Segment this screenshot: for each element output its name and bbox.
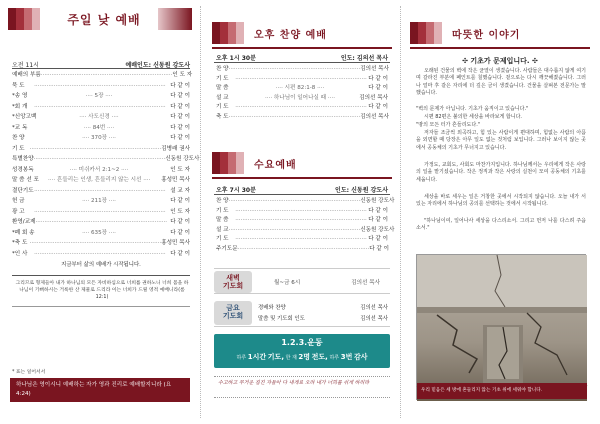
order-item-leader: 다 같 이 (170, 219, 190, 225)
sunday-title: 주일 낮 예배 (67, 12, 141, 27)
order-item-detail: ·········································································· (33, 156, 166, 162)
order-item-label: 주기도문 (216, 245, 238, 252)
order-item-detail: ·········································································· (228, 226, 361, 233)
order-item-detail: ·········································································· (228, 113, 361, 120)
friday-row (258, 303, 388, 311)
movement-line (214, 352, 390, 362)
order-row (12, 197, 190, 207)
order-item-label: 축 도 (216, 113, 229, 120)
order-item-leader: 다 같 이 (170, 93, 190, 99)
order-item-label: 말 씀 (216, 217, 229, 223)
order-row (216, 103, 388, 113)
order-item-label: 말 씀 (216, 85, 229, 91)
divider (12, 275, 190, 276)
order-item-leader: 다 같 이 (368, 236, 388, 242)
order-row (12, 208, 190, 218)
order-item-label: 환영/교제 (12, 219, 36, 225)
movement-number: 2명 (298, 353, 311, 361)
order-item-leader: 김의선 목사 (360, 113, 389, 120)
story-quote: "땅의 모든 터가 흔들리도다." (416, 122, 481, 128)
afternoon-banner (212, 22, 392, 44)
order-item-leader: 다 같 이 (170, 114, 190, 120)
order-item-label: 설 교 (216, 94, 229, 101)
order-item-detail: ·········································································· (34, 82, 166, 89)
order-item-leader: 다 같 이 (170, 103, 190, 110)
dawn-prayer-leader: 김의선 목사 (351, 280, 380, 286)
order-item-leader: 김병래 권사 (161, 145, 190, 152)
movement-text: 하루 (236, 355, 247, 361)
order-item-leader: 신동원 강도사 (360, 226, 395, 233)
order-item-detail: ·········································································· (29, 240, 162, 246)
order-item-leader: 설 교 자 (170, 187, 190, 194)
movement-word: 감사 (353, 353, 368, 361)
friday-item: 경배와 찬양 (258, 305, 286, 311)
story-para: 시편 82편은 불의한 세상을 바라보게 합니다. (424, 114, 523, 120)
story-column (400, 0, 600, 424)
order-row (12, 218, 190, 228)
friday-item: 말씀 및 기도회 인도 (258, 316, 305, 322)
order-item-label: 찬 양 (12, 135, 25, 141)
order-row (216, 197, 395, 207)
divider (12, 68, 190, 69)
friday-leader: 김의선 목사 (360, 305, 388, 311)
wednesday-header (216, 185, 388, 194)
divider (12, 306, 190, 307)
order-item-label: 성경봉독 (12, 166, 34, 173)
afternoon-title: 오후 찬양 예배 (254, 29, 327, 41)
dawn-prayer-label: 새벽 기도회 (214, 271, 252, 293)
order-row (216, 94, 388, 104)
order-row (12, 250, 190, 260)
order-item-detail: ·········································································· (29, 145, 162, 152)
order-item-leader: 김의선 목사 (360, 66, 389, 72)
movement-text: 한 재 (285, 355, 297, 361)
divider (214, 62, 390, 63)
wednesday-title: 수요예배 (254, 159, 297, 171)
order-row (216, 84, 388, 94)
story-quote: "벽의 문제가 아닙니다. 기초가 움직이고 있습니다." (416, 106, 529, 112)
order-item-label: 예배의 부름 (12, 72, 41, 78)
order-item-leader: 다 같 이 (368, 104, 388, 110)
story-para: 세상을 바로 세우는 일은 거창한 곳에서 시작되지 않습니다. 오늘 내가 서 있는 자리에서 하나님의 공의를 선택하는 것에서 시작됩니다. (416, 194, 586, 208)
movement-box (214, 334, 390, 368)
order-item-leader: 홍성민 목사 (161, 240, 190, 246)
movement-word: 전도, (311, 353, 328, 361)
order-item-detail: ·········································································· (235, 217, 367, 223)
banner-underline (410, 47, 590, 49)
movement-text: 하루 (329, 355, 340, 361)
rest-quote: 수고하고 무거운 짐진 자들아 다 내게로 오라 내가 너희를 쉬게 하리라 (214, 376, 390, 398)
order-item-detail: ·········································································· (228, 66, 361, 72)
order-row (216, 113, 388, 123)
order-item-leader: 다 같 이 (170, 229, 190, 236)
order-item-detail: ···· 211장 ···· (82, 198, 116, 204)
photo-caption: 우리 믿음은 세 방에 흔들리지 않는 기초 위에 세워야 합니다. (417, 383, 587, 399)
order-item-detail: ·········································································· (228, 198, 361, 204)
wednesday-time: 오후 7시 30분 (216, 187, 256, 194)
order-item-label: 기 도 (216, 236, 229, 242)
order-item-leader: 인 도 자 (170, 166, 190, 173)
order-row (12, 113, 190, 123)
order-row (12, 145, 190, 155)
order-item-detail: ·········································································· (34, 208, 166, 215)
order-row (12, 71, 193, 81)
order-item-label: 말 씀 선 포 (12, 177, 39, 183)
sunday-banner (8, 8, 192, 30)
order-item-leader: 다 같 이 (369, 245, 389, 252)
order-item-leader: 다 같 이 (170, 124, 190, 131)
order-item-detail: ···· 84번 ···· (83, 124, 115, 131)
story-title: 따뜻한 이야기 (452, 29, 521, 41)
cracked-foundation-photo (416, 254, 586, 400)
dawn-prayer-time: 월~금 6시 (274, 280, 301, 286)
order-row (216, 207, 388, 217)
friday-prayer-block (214, 299, 390, 327)
order-item-leader: 다 같 이 (170, 135, 190, 141)
order-row (12, 155, 200, 165)
friday-row (258, 314, 388, 322)
order-item-leader: 홍성민 목사 (161, 177, 190, 183)
story-subtitle (410, 56, 590, 66)
order-item-label: 기 도 (216, 75, 229, 82)
order-item-leader: 인 도 자 (170, 208, 190, 215)
afternoon-time: 오후 1시 30분 (216, 55, 256, 62)
order-item-leader: 신동원 강도사 (360, 198, 395, 204)
order-row (216, 226, 395, 236)
sunday-leader: 예배인도: 신동원 강도사 (125, 62, 190, 69)
afternoon-leader: 인도: 김의선 목사 (340, 55, 388, 62)
order-item-leader: 다 같 이 (368, 85, 388, 91)
order-item-label: *폐 회 송 (12, 229, 35, 236)
movement-word: 기도, (267, 353, 284, 361)
order-item-detail: ···· 사도신경 ···· (79, 114, 119, 120)
order-item-detail: ·········································································· (34, 187, 166, 194)
movement-number: 1시간 (247, 353, 267, 361)
order-item-leader: 다 같 이 (368, 207, 388, 214)
order-item-detail: ·········································································· (235, 75, 367, 82)
order-item-detail: ·········································································· (237, 245, 370, 252)
order-row (12, 82, 190, 92)
order-item-label: *교 독 (12, 124, 28, 131)
order-item-detail: ·········································································· (34, 103, 166, 110)
cross-icon: ✣ (462, 57, 471, 65)
order-item-label: 결단기도 (12, 187, 34, 194)
order-row (216, 216, 388, 226)
order-item-leader: 다 같 이 (170, 82, 190, 89)
banner-underline (212, 47, 392, 49)
order-row (216, 65, 388, 75)
order-item-detail: ···· 635장 ···· (82, 229, 116, 236)
wednesday-banner (212, 152, 392, 174)
order-item-label: *축 도 (12, 240, 28, 246)
banner-underline (212, 177, 392, 179)
order-item-leader: 신동원 강도사 (165, 156, 200, 162)
order-row (12, 166, 190, 176)
wednesday-leader: 인도: 신동원 강도사 (335, 187, 388, 194)
order-row (216, 75, 388, 85)
stripe-decoration (212, 152, 244, 174)
movement-number: 3번 (340, 353, 353, 361)
order-item-leader: 다 같 이 (170, 250, 190, 257)
order-row (12, 92, 190, 102)
order-item-detail: ···· 5장 ···· (85, 93, 113, 99)
sunday-worship-column (0, 0, 200, 424)
order-row (12, 124, 190, 134)
dawn-prayer-block (214, 268, 390, 294)
order-item-detail: ·········································································· (34, 250, 166, 257)
stripe-decoration (410, 22, 442, 44)
order-item-label: 설 교 (216, 226, 229, 233)
order-item-label: 헌 금 (12, 198, 25, 204)
order-row (12, 134, 190, 144)
cross-icon: ✣ (529, 57, 538, 65)
story-para: 저자들 조금씩 외곡하고, 힘 있는 사람이게 편대하며, 힘없는 사람의 아픔을 외면할 때 당장은 아무 일도 없는 것처럼 보입니다. 그러나 보이지 않는 곳에서 공동체의 기초가 무너지고 있습니다. (416, 130, 586, 151)
order-row (216, 245, 388, 255)
order-item-label: 기 도 (216, 207, 229, 214)
order-item-detail: ···· 370장 ···· (82, 135, 116, 141)
order-item-label: *신앙고백 (12, 114, 37, 120)
order-row (12, 239, 190, 249)
order-item-label: *인 사 (12, 250, 28, 257)
stripe-decoration (8, 8, 40, 30)
movement-title: 1.2.3.운동 (281, 338, 323, 347)
order-item-detail: ·········································································· (40, 72, 173, 78)
order-item-label: 찬 양 (216, 66, 229, 72)
afternoon-header (216, 53, 388, 62)
standing-footnote: * 표는 일어서서 (12, 370, 46, 375)
sunday-time: 오전 11시 (12, 62, 39, 69)
order-item-leader: 인 도 자 (172, 72, 193, 78)
order-row (12, 103, 190, 113)
story-para: 가정도, 교회도, 사회도 마찬가지입니다. 하나님께서는 우리에게 작은 사랑의 일을 맡기셨습니다. 작은 정직과 작은 사랑의 실천이 모여 공동체의 기초를 세웁니다. (416, 162, 586, 183)
friday-prayer-label: 금요 기도회 (214, 301, 252, 325)
order-row (12, 229, 190, 239)
divider (214, 194, 390, 195)
order-row (12, 187, 190, 197)
stripe-decoration (212, 22, 244, 44)
afternoon-column (200, 0, 400, 424)
order-item-detail: ···· 시편 82:1-8 ···· (275, 85, 325, 91)
order-item-detail: ···· 미쉬카서 2:1~2 ···· (69, 166, 129, 173)
order-item-leader: 다 같 이 (170, 198, 190, 204)
banner-bar (158, 8, 192, 30)
order-item-detail: ···· 하나님이 일어나실 때 ···· (265, 94, 335, 101)
order-item-label: 기 도 (216, 104, 229, 110)
story-para: 오래된 건물의 벽에 작은 균열이 생겼습니다. 사람들은 대수롭지 않게 여기며 갈라진 부분에 페인트를 칠했습니다. 겉으로는 다시 깨끗해졌습니다. 그러나 얼마 후 같은 자리에 더 깊은 금이 생겼습니다. 건물을 살펴본 전문가는 말했습니다. (416, 68, 586, 97)
order-item-label: *회 개 (12, 103, 28, 110)
order-item-detail: ·········································································· (235, 104, 367, 110)
order-item-label: 찬 양 (216, 198, 229, 204)
order-item-leader: 다 같 이 (368, 217, 388, 223)
order-item-label: *송 영 (12, 93, 28, 99)
story-banner (410, 22, 590, 44)
order-item-leader: 다 같 이 (368, 75, 388, 82)
order-item-detail: ·········································································· (35, 219, 168, 225)
scripture-note: 그리므로 형제들아 내가 하나님의 모든 자비하심으로 너희를 권하노니 너희 몸을 하나님이 기뻐하시는 거룩한 산 제물로 드리라 이는 너희가 드릴 영적 예배니라(롬 12:1) (15, 281, 189, 300)
order-item-label: 기 도 (12, 145, 25, 152)
order-item-detail: ···· 흔들리는 인생, 흔들리지 않는 시선 ···· (48, 177, 151, 183)
order-row (216, 235, 388, 245)
order-item-detail: ·········································································· (235, 207, 367, 214)
order-item-detail: ·········································································· (235, 236, 367, 242)
friday-leader: 김의선 목사 (360, 316, 388, 322)
order-row (12, 176, 190, 186)
story-subtitle-text: 기초가 문제입니다. (470, 57, 530, 65)
order-item-label: 광 고 (12, 208, 25, 215)
order-item-label: 묵 도 (12, 82, 25, 89)
order-item-label: 특별찬양 (12, 156, 34, 162)
closing-text: 지금부터 삶의 예배가 시작됩니다. (61, 262, 141, 268)
verse-box: 하나님은 영이시니 예배하는 자가 영과 진리로 예배할지니라 (요4:24) (10, 378, 190, 402)
story-para: "하나님이여, 일어나사 세상을 다스리소서. 그리고 먼저 나를 다스려 주옵소서." (416, 218, 586, 232)
order-item-leader: 김의선 목사 (359, 94, 388, 101)
